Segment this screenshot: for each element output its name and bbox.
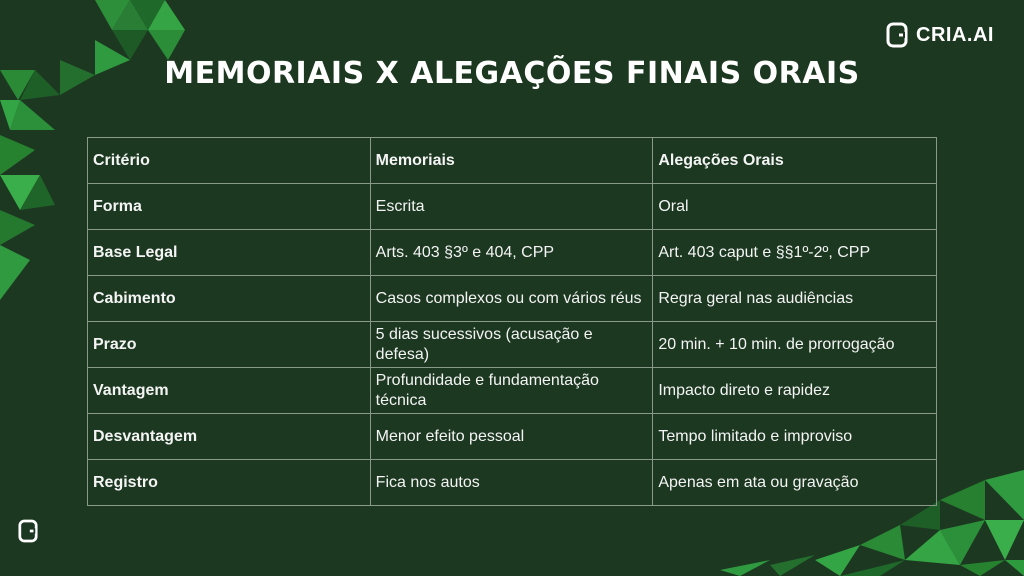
row-criterion: Base Legal <box>88 230 371 276</box>
cria-logo-icon <box>886 22 908 48</box>
row-memoriais-value: Escrita <box>370 184 653 230</box>
row-alegacoes-value: Art. 403 caput e §§1º-2º, CPP <box>653 230 937 276</box>
row-memoriais-value: Arts. 403 §3º e 404, CPP <box>370 230 653 276</box>
row-alegacoes-value: 20 min. + 10 min. de prorrogação <box>653 322 937 368</box>
row-memoriais-value: Fica nos autos <box>370 460 653 506</box>
row-criterion: Desvantagem <box>88 414 371 460</box>
header-memoriais: Memoriais <box>370 138 653 184</box>
table-header-row <box>88 138 937 184</box>
row-criterion: Forma <box>88 184 371 230</box>
row-memoriais-value: Profundidade e fundamentação técnica <box>370 368 653 414</box>
row-criterion: Registro <box>88 460 371 506</box>
row-memoriais-value: Casos complexos ou com vários réus <box>370 276 653 322</box>
header-criterio: Critério <box>88 138 371 184</box>
table-row <box>88 184 937 230</box>
row-alegacoes-value: Regra geral nas audiências <box>653 276 937 322</box>
row-memoriais-value: 5 dias sucessivos (acusação e defesa) <box>370 322 653 368</box>
brand-name: CRIA.AI <box>916 23 994 46</box>
slide-title: MEMORIAIS X ALEGAÇÕES FINAIS ORAIS <box>164 56 860 91</box>
table-row <box>88 322 937 368</box>
table-row <box>88 414 937 460</box>
table-row <box>88 276 937 322</box>
header-alegacoes-orais: Alegações Orais <box>653 138 937 184</box>
row-alegacoes-value: Impacto direto e rapidez <box>653 368 937 414</box>
comparison-table-container <box>87 137 937 506</box>
comparison-table <box>87 137 937 506</box>
corner-logo-icon <box>18 519 38 548</box>
row-alegacoes-value: Tempo limitado e improviso <box>653 414 937 460</box>
table-row <box>88 368 937 414</box>
row-criterion: Cabimento <box>88 276 371 322</box>
row-criterion: Vantagem <box>88 368 371 414</box>
row-memoriais-value: Menor efeito pessoal <box>370 414 653 460</box>
brand-logo <box>886 22 994 48</box>
table-row <box>88 460 937 506</box>
row-criterion: Prazo <box>88 322 371 368</box>
row-alegacoes-value: Oral <box>653 184 937 230</box>
row-alegacoes-value: Apenas em ata ou gravação <box>653 460 937 506</box>
table-row <box>88 230 937 276</box>
